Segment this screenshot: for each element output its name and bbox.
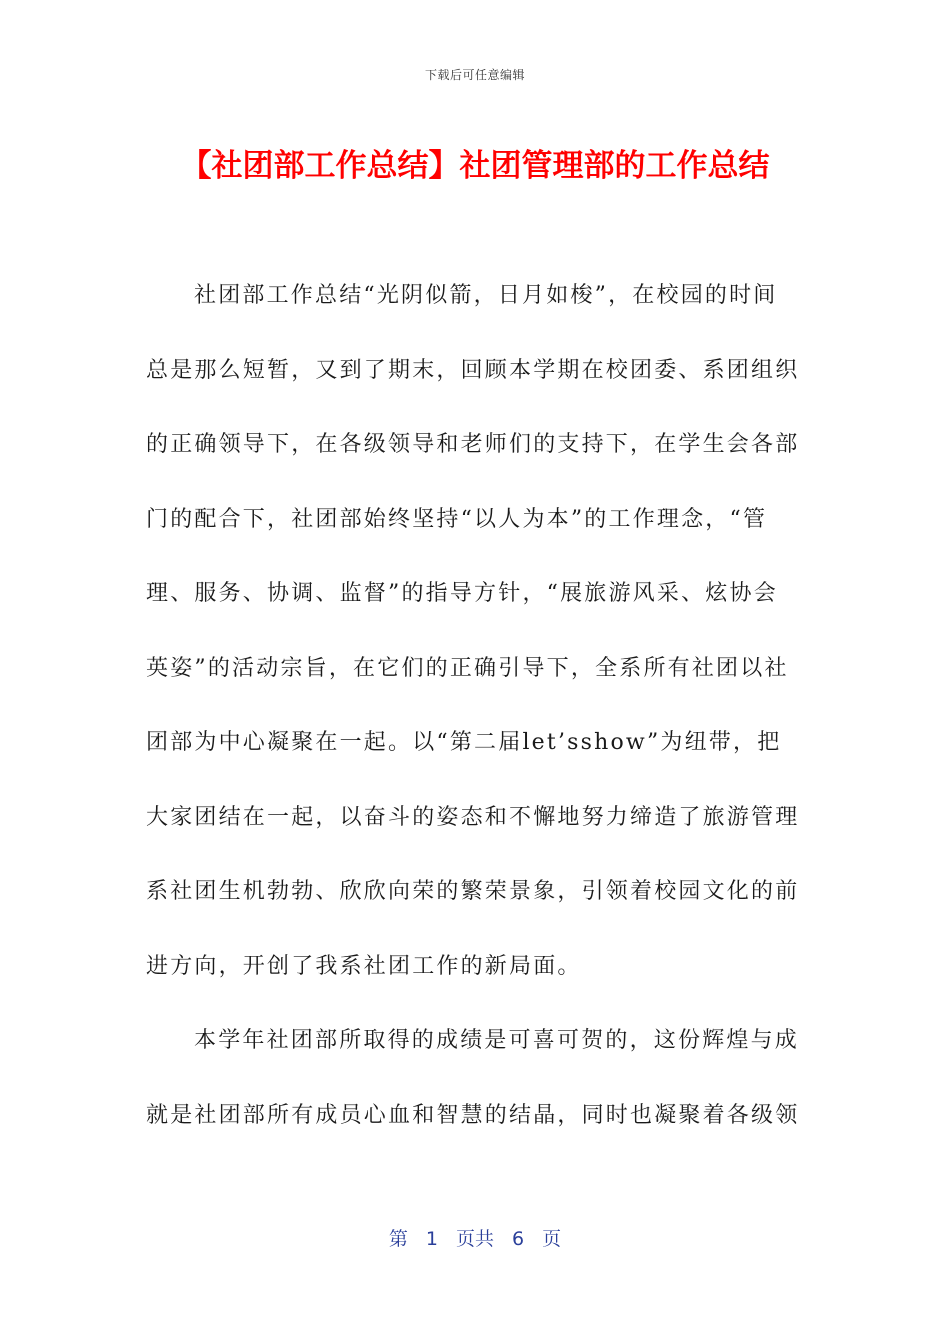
paragraph-1-line-5: 理、服务、协调、监督”的指导方针，“展旅游风采、炫协会 (146, 581, 778, 606)
paragraph-1-line-8: 大家团结在一起，以奋斗的姿态和不懈地努力缔造了旅游管理 (146, 804, 800, 830)
paragraph-2-line-1: 本学年社团部所取得的成绩是可喜可贺的，这份辉煌与成 (194, 1028, 800, 1053)
paragraph-1-line-6: 英姿”的活动宗旨，在它们的正确引导下，全系所有社团以社 (146, 655, 789, 681)
page-suffix: 页 (542, 1228, 562, 1250)
paragraph-1-line-3: 的正确领导下，在各级领导和老师们的支持下，在学生会各部 (146, 432, 800, 457)
download-note: 下载后可任意编辑 (424, 68, 525, 82)
paragraph-1-line-10: 进方向，开创了我系社团工作的新局面。 (146, 953, 582, 979)
total-page-number: 6 (512, 1228, 525, 1250)
paragraph-1-line-4: 门的配合下，社团部始终坚持“以人为本”的工作理念，“管 (146, 506, 768, 532)
paragraph-1-line-1: 社团部工作总结“光阴似箭，日月如梭”，在校园的时间 (194, 283, 778, 308)
paragraph-2-line-2: 就是社团部所有成员心血和智慧的结晶，同时也凝聚着各级领 (146, 1102, 800, 1128)
document-body (146, 272, 800, 1166)
paragraph-1-line-7: 团部为中心凝聚在一起。以“第二届let’sshow”为纽带，把 (146, 730, 782, 755)
current-page-number: 1 (425, 1228, 438, 1250)
paragraph-1-line-9: 系社团生机勃勃、欣欣向荣的繁荣景象，引领着校园文化的前 (146, 879, 800, 904)
page-prefix: 第 (388, 1228, 408, 1250)
page-footer (0, 1224, 950, 1251)
page-middle: 页共 (455, 1228, 494, 1250)
paragraph-1-line-2: 总是那么短暂，又到了期末，回顾本学期在校团委、系团组织 (146, 357, 800, 383)
document-title: 【社团部工作总结】社团管理部的工作总结 (180, 148, 770, 184)
